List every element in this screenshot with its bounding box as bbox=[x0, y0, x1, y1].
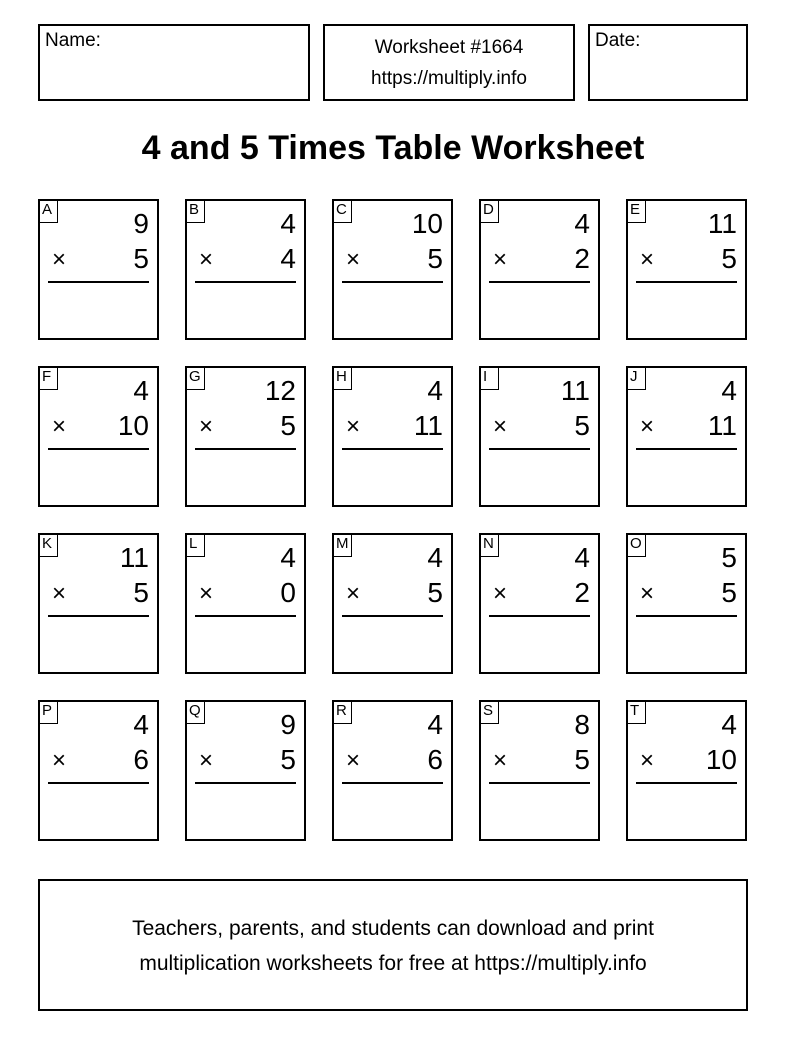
problem-bottom-number: 5 bbox=[574, 410, 590, 441]
footer-box bbox=[38, 879, 748, 1011]
name-box[interactable] bbox=[38, 24, 310, 101]
problem-box[interactable] bbox=[479, 199, 600, 340]
problem-bottom-number: 5 bbox=[427, 577, 443, 608]
problem-label: G bbox=[185, 366, 205, 390]
problem-top-number: 4 bbox=[427, 709, 443, 740]
problem-box[interactable] bbox=[626, 533, 747, 674]
problem-box[interactable] bbox=[38, 199, 159, 340]
problem-top-number: 11 bbox=[119, 542, 149, 573]
problem-top-number: 11 bbox=[707, 208, 737, 239]
problem-bottom-number: 6 bbox=[133, 744, 149, 775]
answer-line bbox=[342, 448, 443, 450]
times-sign: × bbox=[199, 246, 214, 273]
answer-line bbox=[489, 615, 590, 617]
answer-line bbox=[636, 782, 737, 784]
answer-line bbox=[342, 615, 443, 617]
times-sign: × bbox=[493, 580, 508, 607]
problem-bottom-number: 6 bbox=[427, 744, 443, 775]
problem-top-number: 4 bbox=[721, 375, 737, 406]
times-sign: × bbox=[199, 580, 214, 607]
answer-line bbox=[195, 448, 296, 450]
times-sign: × bbox=[199, 747, 214, 774]
footer-text-line-2: multiplication worksheets for free at https://multiply.info bbox=[139, 952, 647, 975]
problem-top-number: 12 bbox=[264, 375, 296, 406]
problem-bottom-number: 5 bbox=[280, 744, 296, 775]
problem-bottom-number: 0 bbox=[280, 577, 296, 608]
problem-box[interactable] bbox=[332, 366, 453, 507]
problem-box[interactable] bbox=[38, 366, 159, 507]
answer-line bbox=[48, 281, 149, 283]
problem-top-number: 9 bbox=[133, 208, 149, 239]
problem-box[interactable] bbox=[479, 700, 600, 841]
problem-box[interactable] bbox=[626, 199, 747, 340]
times-sign: × bbox=[640, 747, 655, 774]
problem-label: H bbox=[332, 366, 352, 390]
times-sign: × bbox=[640, 413, 655, 440]
problem-label: K bbox=[38, 533, 58, 557]
problem-bottom-number: 10 bbox=[117, 410, 149, 441]
problem-bottom-number: 5 bbox=[721, 243, 737, 274]
problem-bottom-number: 4 bbox=[280, 243, 296, 274]
problem-label: I bbox=[479, 366, 499, 390]
problem-label: N bbox=[479, 533, 499, 557]
times-sign: × bbox=[52, 246, 67, 273]
problem-top-number: 4 bbox=[133, 709, 149, 740]
problem-label: F bbox=[38, 366, 58, 390]
problem-top-number: 9 bbox=[280, 709, 296, 740]
problem-bottom-number: 2 bbox=[574, 577, 590, 608]
answer-line bbox=[636, 281, 737, 283]
problem-box[interactable] bbox=[38, 700, 159, 841]
times-sign: × bbox=[346, 246, 361, 273]
problem-bottom-number: 5 bbox=[427, 243, 443, 274]
problem-box[interactable] bbox=[332, 533, 453, 674]
times-sign: × bbox=[52, 747, 67, 774]
problem-label: E bbox=[626, 199, 646, 223]
problem-label: T bbox=[626, 700, 646, 724]
problem-top-number: 5 bbox=[721, 542, 737, 573]
problem-top-number: 8 bbox=[574, 709, 590, 740]
worksheet-info-box bbox=[323, 24, 575, 101]
footer-text-line-1: Teachers, parents, and students can download and print bbox=[132, 917, 654, 940]
problem-box[interactable] bbox=[185, 366, 306, 507]
problem-bottom-number: 11 bbox=[707, 410, 737, 441]
problem-bottom-number: 10 bbox=[705, 744, 737, 775]
answer-line bbox=[636, 615, 737, 617]
times-sign: × bbox=[493, 246, 508, 273]
problem-bottom-number: 2 bbox=[574, 243, 590, 274]
page-title: 4 and 5 Times Table Worksheet bbox=[141, 129, 645, 167]
answer-line bbox=[195, 782, 296, 784]
answer-line bbox=[636, 448, 737, 450]
problem-top-number: 10 bbox=[411, 208, 443, 239]
problem-label: L bbox=[185, 533, 205, 557]
problem-top-number: 11 bbox=[560, 375, 590, 406]
problem-bottom-number: 5 bbox=[574, 744, 590, 775]
problem-box[interactable] bbox=[332, 700, 453, 841]
worksheet-url: https://multiply.info bbox=[371, 68, 527, 89]
times-sign: × bbox=[346, 747, 361, 774]
answer-line bbox=[342, 782, 443, 784]
times-sign: × bbox=[493, 413, 508, 440]
problem-box[interactable] bbox=[185, 700, 306, 841]
problem-box[interactable] bbox=[479, 533, 600, 674]
problem-bottom-number: 11 bbox=[413, 410, 443, 441]
times-sign: × bbox=[52, 413, 67, 440]
problem-top-number: 4 bbox=[280, 208, 296, 239]
problem-box[interactable] bbox=[38, 533, 159, 674]
answer-line bbox=[489, 782, 590, 784]
problem-bottom-number: 5 bbox=[133, 243, 149, 274]
times-sign: × bbox=[493, 747, 508, 774]
problem-box[interactable] bbox=[626, 366, 747, 507]
answer-line bbox=[489, 448, 590, 450]
answer-line bbox=[489, 281, 590, 283]
problem-label: P bbox=[38, 700, 58, 724]
times-sign: × bbox=[199, 413, 214, 440]
problem-label: A bbox=[38, 199, 58, 223]
problem-top-number: 4 bbox=[427, 375, 443, 406]
date-label: Date: bbox=[595, 30, 641, 51]
answer-line bbox=[48, 782, 149, 784]
problem-label: D bbox=[479, 199, 499, 223]
answer-line bbox=[195, 281, 296, 283]
problem-label: M bbox=[332, 533, 352, 557]
problem-box[interactable] bbox=[185, 199, 306, 340]
problem-bottom-number: 5 bbox=[133, 577, 149, 608]
times-sign: × bbox=[52, 580, 67, 607]
answer-line bbox=[195, 615, 296, 617]
times-sign: × bbox=[346, 413, 361, 440]
problem-bottom-number: 5 bbox=[280, 410, 296, 441]
problem-label: S bbox=[479, 700, 499, 724]
answer-line bbox=[48, 615, 149, 617]
problem-top-number: 4 bbox=[721, 709, 737, 740]
problem-box[interactable] bbox=[185, 533, 306, 674]
problem-label: J bbox=[626, 366, 646, 390]
problem-box[interactable] bbox=[626, 700, 747, 841]
name-label: Name: bbox=[45, 30, 101, 51]
times-sign: × bbox=[640, 246, 655, 273]
problem-bottom-number: 5 bbox=[721, 577, 737, 608]
problem-label: O bbox=[626, 533, 646, 557]
date-box[interactable] bbox=[588, 24, 748, 101]
problem-label: B bbox=[185, 199, 205, 223]
times-sign: × bbox=[640, 580, 655, 607]
problem-top-number: 4 bbox=[574, 542, 590, 573]
problem-box[interactable] bbox=[332, 199, 453, 340]
answer-line bbox=[48, 448, 149, 450]
answer-line bbox=[342, 281, 443, 283]
problem-top-number: 4 bbox=[133, 375, 149, 406]
times-sign: × bbox=[346, 580, 361, 607]
problem-label: Q bbox=[185, 700, 205, 724]
problem-top-number: 4 bbox=[427, 542, 443, 573]
problem-box[interactable] bbox=[479, 366, 600, 507]
worksheet-number: Worksheet #1664 bbox=[374, 37, 524, 58]
problem-label: C bbox=[332, 199, 352, 223]
problem-top-number: 4 bbox=[574, 208, 590, 239]
problem-label: R bbox=[332, 700, 352, 724]
problem-top-number: 4 bbox=[280, 542, 296, 573]
